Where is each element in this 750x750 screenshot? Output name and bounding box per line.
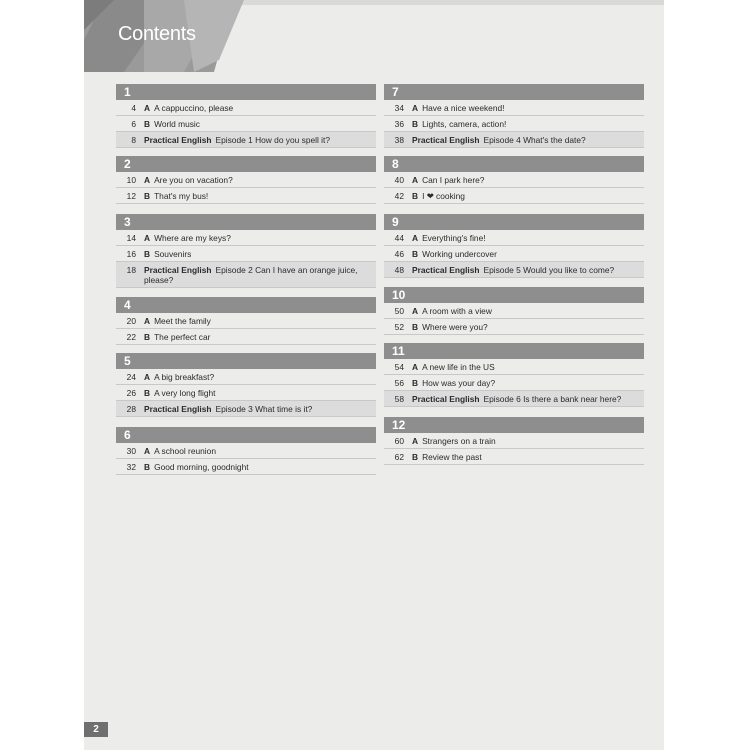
lesson-row bbox=[384, 449, 644, 465]
lesson-letter: A bbox=[144, 103, 151, 113]
page-ref: 50 bbox=[394, 306, 404, 316]
lesson-entry bbox=[144, 446, 376, 456]
lesson-title: Souvenirs bbox=[154, 249, 192, 259]
page-ref: 38 bbox=[394, 135, 404, 145]
unit-block-3 bbox=[116, 214, 376, 288]
unit-number-bar: 2 bbox=[116, 156, 376, 172]
contents-column-right bbox=[384, 84, 644, 465]
lesson-entry bbox=[412, 362, 644, 372]
lesson-entry bbox=[412, 191, 644, 201]
page-ref: 32 bbox=[126, 462, 136, 472]
lesson-title: How was your day? bbox=[422, 378, 496, 388]
lesson-title: A new life in the US bbox=[422, 362, 495, 372]
unit-number-bar: 1 bbox=[116, 84, 376, 100]
lesson-letter: A bbox=[144, 446, 151, 456]
page-ref: 62 bbox=[394, 452, 404, 462]
lesson-letter: A bbox=[412, 436, 419, 446]
lesson-row bbox=[384, 246, 644, 262]
lesson-title: A room with a view bbox=[422, 306, 492, 316]
lesson-letter: B bbox=[412, 378, 419, 388]
unit-number-bar: 4 bbox=[116, 297, 376, 313]
unit-block-4 bbox=[116, 297, 376, 345]
lesson-row bbox=[116, 313, 376, 329]
unit-block-6 bbox=[116, 427, 376, 475]
page-ref: 34 bbox=[394, 103, 404, 113]
lesson-title: Where were you? bbox=[422, 322, 488, 332]
practical-english-row bbox=[384, 391, 644, 407]
lesson-row bbox=[384, 116, 644, 132]
lesson-row bbox=[116, 385, 376, 401]
page-ref: 28 bbox=[126, 404, 136, 414]
contents-column-left bbox=[116, 84, 376, 475]
lesson-entry bbox=[144, 175, 376, 185]
unit-block-10 bbox=[384, 287, 644, 335]
lesson-title: Episode 4 What's the date? bbox=[483, 135, 586, 145]
page-ref: 20 bbox=[126, 316, 136, 326]
lesson-row bbox=[116, 188, 376, 204]
lesson-entry bbox=[144, 404, 376, 414]
unit-block-1 bbox=[116, 84, 376, 148]
page-ref: 48 bbox=[394, 265, 404, 275]
lesson-entry bbox=[412, 135, 644, 145]
page-ref: 54 bbox=[394, 362, 404, 372]
lesson-title: Strangers on a train bbox=[422, 436, 496, 446]
lesson-letter: A bbox=[412, 362, 419, 372]
practical-english-row bbox=[384, 132, 644, 148]
practical-english-row bbox=[116, 132, 376, 148]
lesson-row bbox=[116, 369, 376, 385]
lesson-title: Episode 6 Is there a bank near here? bbox=[483, 394, 622, 404]
page-ref: 60 bbox=[394, 436, 404, 446]
page-ref: 36 bbox=[394, 119, 404, 129]
lesson-title: Are you on vacation? bbox=[154, 175, 233, 185]
lesson-letter: A bbox=[412, 175, 419, 185]
page-ref: 12 bbox=[126, 191, 136, 201]
practical-english-row bbox=[116, 262, 376, 288]
lesson-row bbox=[384, 230, 644, 246]
lesson-row bbox=[116, 116, 376, 132]
unit-block-12 bbox=[384, 417, 644, 465]
practical-english-row bbox=[116, 401, 376, 417]
lesson-letter: B bbox=[144, 462, 151, 472]
unit-number-bar: 6 bbox=[116, 427, 376, 443]
page-ref: 6 bbox=[131, 119, 136, 129]
lesson-entry bbox=[144, 388, 376, 398]
lesson-entry bbox=[144, 103, 376, 113]
lesson-entry bbox=[144, 462, 376, 472]
practical-english-label: Practical English bbox=[144, 404, 212, 414]
lesson-title: Have a nice weekend! bbox=[422, 103, 505, 113]
lesson-title: A big breakfast? bbox=[154, 372, 215, 382]
practical-english-label: Practical English bbox=[144, 265, 212, 275]
page-ref: 30 bbox=[126, 446, 136, 456]
page-ref: 18 bbox=[126, 265, 136, 275]
unit-number-bar: 11 bbox=[384, 343, 644, 359]
unit-number-bar: 12 bbox=[384, 417, 644, 433]
page-ref: 46 bbox=[394, 249, 404, 259]
lesson-title: I ❤ cooking bbox=[422, 191, 465, 201]
lesson-letter: A bbox=[412, 306, 419, 316]
contents-header-graphic bbox=[84, 0, 244, 72]
page-ref: 44 bbox=[394, 233, 404, 243]
practical-english-row bbox=[384, 262, 644, 278]
lesson-letter: B bbox=[144, 332, 151, 342]
lesson-row bbox=[116, 100, 376, 116]
lesson-title: A very long flight bbox=[154, 388, 216, 398]
unit-number-bar: 8 bbox=[384, 156, 644, 172]
lesson-entry bbox=[144, 191, 376, 201]
lesson-letter: A bbox=[144, 316, 151, 326]
lesson-letter: B bbox=[144, 191, 151, 201]
lesson-row bbox=[384, 359, 644, 375]
lesson-entry bbox=[412, 378, 644, 388]
lesson-letter: B bbox=[412, 322, 419, 332]
lesson-letter: B bbox=[412, 249, 419, 259]
unit-block-7 bbox=[384, 84, 644, 148]
lesson-letter: B bbox=[412, 452, 419, 462]
page-number: 2 bbox=[84, 722, 108, 737]
lesson-entry bbox=[144, 332, 376, 342]
lesson-title: Episode 1 How do you spell it? bbox=[215, 135, 331, 145]
lesson-row bbox=[384, 188, 644, 204]
lesson-letter: A bbox=[144, 175, 151, 185]
workbook-page bbox=[84, 0, 664, 750]
page-ref: 24 bbox=[126, 372, 136, 382]
page-ref: 58 bbox=[394, 394, 404, 404]
lesson-row bbox=[384, 319, 644, 335]
lesson-entry bbox=[412, 436, 644, 446]
page-title: Contents bbox=[118, 23, 196, 45]
lesson-entry bbox=[412, 394, 644, 404]
lesson-letter: A bbox=[412, 103, 419, 113]
lesson-entry bbox=[412, 306, 644, 316]
lesson-title: A school reunion bbox=[154, 446, 216, 456]
page-ref: 42 bbox=[394, 191, 404, 201]
lesson-title: World music bbox=[154, 119, 200, 129]
lesson-entry bbox=[412, 119, 644, 129]
lesson-letter: A bbox=[144, 233, 151, 243]
lesson-letter: B bbox=[144, 249, 151, 259]
unit-block-8 bbox=[384, 156, 644, 204]
practical-english-label: Practical English bbox=[412, 265, 480, 275]
lesson-letter: A bbox=[412, 233, 419, 243]
lesson-letter: B bbox=[412, 119, 419, 129]
lesson-row bbox=[116, 246, 376, 262]
lesson-row bbox=[116, 329, 376, 345]
page-ref: 22 bbox=[126, 332, 136, 342]
lesson-letter: A bbox=[144, 372, 151, 382]
lesson-entry bbox=[144, 249, 376, 259]
unit-number-bar: 10 bbox=[384, 287, 644, 303]
lesson-title: A cappuccino, please bbox=[154, 103, 234, 113]
lesson-title: Everything's fine! bbox=[422, 233, 486, 243]
lesson-entry bbox=[412, 452, 644, 462]
lesson-row bbox=[384, 172, 644, 188]
lesson-title: That's my bus! bbox=[154, 191, 209, 201]
lesson-entry bbox=[412, 103, 644, 113]
page-ref: 56 bbox=[394, 378, 404, 388]
lesson-row bbox=[116, 230, 376, 246]
page-ref: 40 bbox=[394, 175, 404, 185]
lesson-entry bbox=[412, 265, 644, 275]
lesson-row bbox=[384, 303, 644, 319]
unit-block-2 bbox=[116, 156, 376, 204]
lesson-row bbox=[384, 100, 644, 116]
lesson-entry bbox=[412, 175, 644, 185]
lesson-title: Review the past bbox=[422, 452, 482, 462]
lesson-letter: B bbox=[412, 191, 419, 201]
lesson-row bbox=[116, 443, 376, 459]
lesson-title: The perfect car bbox=[154, 332, 211, 342]
unit-number-bar: 9 bbox=[384, 214, 644, 230]
lesson-entry bbox=[144, 135, 376, 145]
page-ref: 10 bbox=[126, 175, 136, 185]
unit-block-11 bbox=[384, 343, 644, 407]
lesson-title: Episode 3 What time is it? bbox=[215, 404, 313, 414]
unit-number-bar: 7 bbox=[384, 84, 644, 100]
lesson-letter: B bbox=[144, 119, 151, 129]
page-ref: 16 bbox=[126, 249, 136, 259]
lesson-title: Good morning, goodnight bbox=[154, 462, 249, 472]
lesson-title: Meet the family bbox=[154, 316, 211, 326]
practical-english-label: Practical English bbox=[412, 394, 480, 404]
lesson-title: Episode 2 Can I have an orange juice, please? bbox=[144, 265, 358, 285]
lesson-entry bbox=[144, 265, 376, 285]
lesson-title: Working undercover bbox=[422, 249, 497, 259]
lesson-entry bbox=[412, 322, 644, 332]
lesson-entry bbox=[412, 249, 644, 259]
unit-number-bar: 3 bbox=[116, 214, 376, 230]
practical-english-label: Practical English bbox=[144, 135, 212, 145]
lesson-row bbox=[384, 375, 644, 391]
lesson-entry bbox=[144, 119, 376, 129]
unit-number-bar: 5 bbox=[116, 353, 376, 369]
lesson-title: Episode 5 Would you like to come? bbox=[483, 265, 615, 275]
lesson-row bbox=[116, 172, 376, 188]
lesson-title: Can I park here? bbox=[422, 175, 485, 185]
page-ref: 14 bbox=[126, 233, 136, 243]
lesson-letter: B bbox=[144, 388, 151, 398]
lesson-entry bbox=[144, 233, 376, 243]
unit-block-9 bbox=[384, 214, 644, 278]
lesson-title: Where are my keys? bbox=[154, 233, 231, 243]
page-ref: 4 bbox=[131, 103, 136, 113]
lesson-row bbox=[384, 433, 644, 449]
page-ref: 26 bbox=[126, 388, 136, 398]
page-ref: 8 bbox=[131, 135, 136, 145]
lesson-title: Lights, camera, action! bbox=[422, 119, 507, 129]
lesson-entry bbox=[144, 316, 376, 326]
lesson-entry bbox=[412, 233, 644, 243]
unit-block-5 bbox=[116, 353, 376, 417]
page-ref: 52 bbox=[394, 322, 404, 332]
lesson-entry bbox=[144, 372, 376, 382]
lesson-row bbox=[116, 459, 376, 475]
practical-english-label: Practical English bbox=[412, 135, 480, 145]
